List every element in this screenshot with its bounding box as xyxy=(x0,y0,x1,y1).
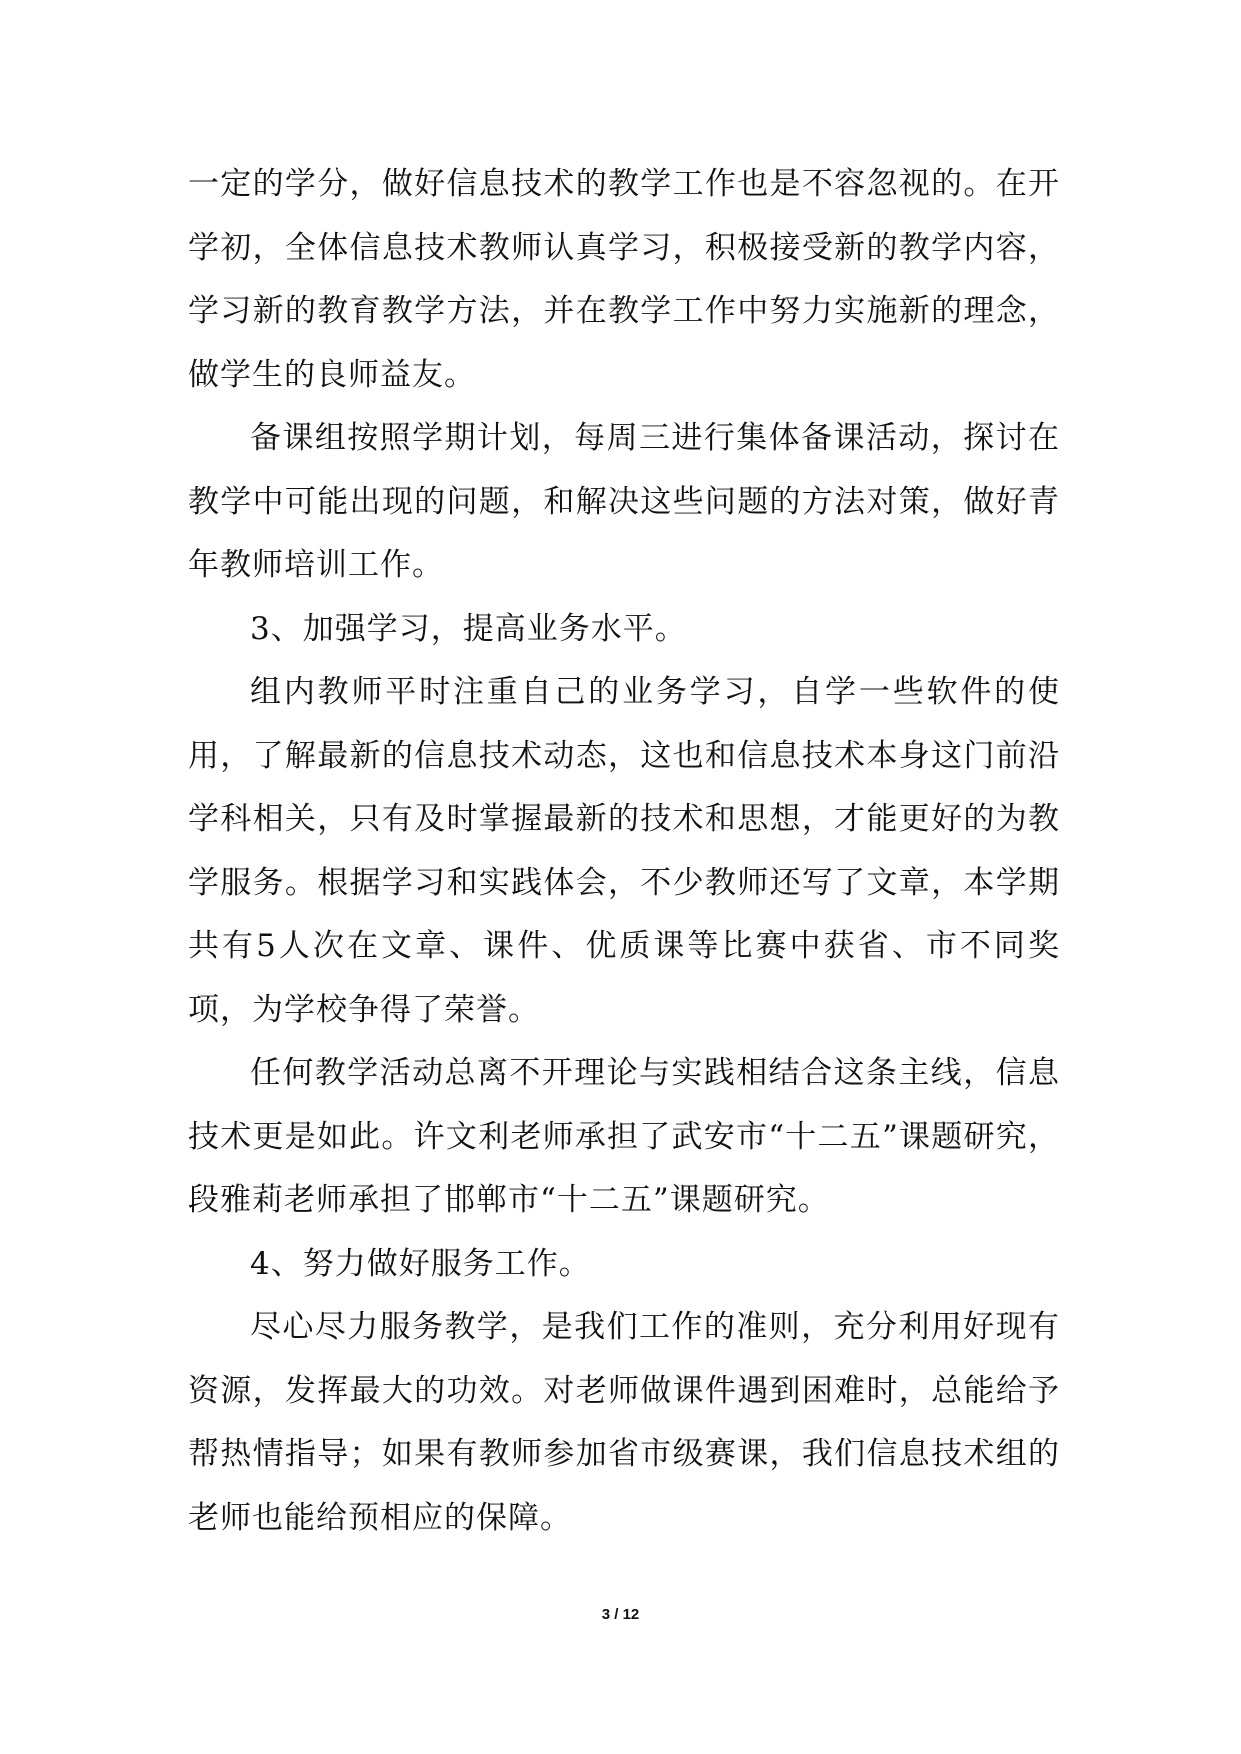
section-heading-3: 3、加强学习，提高业务水平。 xyxy=(250,610,687,647)
page-number: 3 / 12 xyxy=(601,1606,640,1623)
paragraph-4: 组内教师平时注重自己的业务学习，自学一些软件的使用，了解最新的信息技术动态，这也和信息技术本身这门前沿学科相关，只有及时掌握最新的技术和思想，才能更好的为教学服务。根据学习和实践体会，不少教师还写了文章，本学期共有5人次在文章、课件、优质课等比赛中获省、市不同奖项，为学校争得了荣誉。 xyxy=(188,674,1060,1028)
paragraph-5: 任何教学活动总离不开理论与实践相结合这条主线，信息技术更是如此。许文利老师承担了武安市“十二五”课题研究，段雅莉老师承担了邯郸市“十二五”课题研究。 xyxy=(188,1055,1060,1218)
document-body xyxy=(188,153,1060,1550)
paragraph-7: 尽心尽力服务教学，是我们工作的准则，充分利用好现有资源，发挥最大的功效。对老师做课件遇到困难时，总能给予帮热情指导；如果有教师参加省市级赛课，我们信息技术组的老师也能给预相应的保障。 xyxy=(188,1309,1060,1536)
section-heading-4: 4、努力做好服务工作。 xyxy=(250,1245,591,1282)
paragraph-1: 一定的学分，做好信息技术的教学工作也是不容忽视的。在开学初，全体信息技术教师认真学习，积极接受新的教学内容，学习新的教育教学方法，并在教学工作中努力实施新的理念，做学生的良师益友。 xyxy=(188,166,1060,393)
paragraph-2: 备课组按照学期计划，每周三进行集体备课活动，探讨在教学中可能出现的问题，和解决这些问题的方法对策，做好青年教师培训工作。 xyxy=(188,420,1060,583)
